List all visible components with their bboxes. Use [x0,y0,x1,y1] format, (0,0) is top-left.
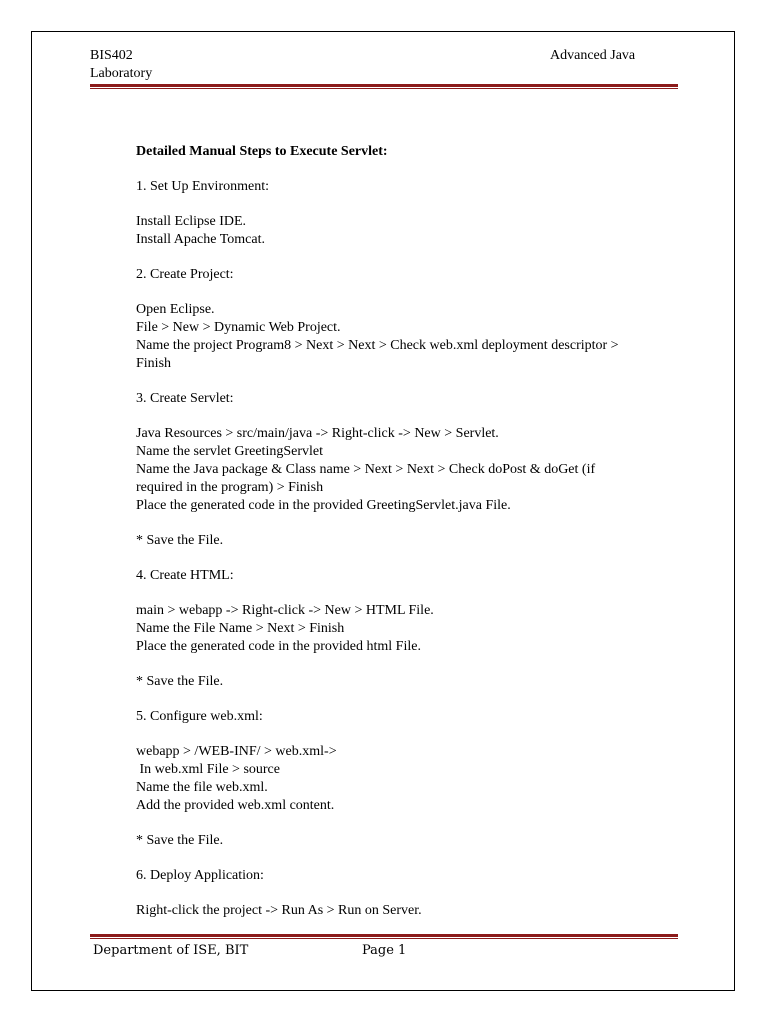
section-heading: 4. Create HTML: [136,568,234,583]
subject-title: Advanced Java [550,48,636,63]
section-heading: 6. Deploy Application: [136,868,264,883]
text-line: Add the provided web.xml content. [136,798,335,813]
text-line: Name the File Name > Next > Finish [136,621,345,636]
footer-page-number: Page 1 [362,943,407,958]
text-line: main > webapp -> Right-click -> New > HTML File. [136,603,434,618]
text-line: Name the project Program8 > Next > Next > Check web.xml deployment descriptor > [136,338,619,353]
text-line: Java Resources > src/main/java -> Right-click -> New > Servlet. [136,426,499,441]
footer-department: Department of ISE, BIT [93,943,249,958]
lab-label: Laboratory [90,66,153,81]
section-heading: 5. Configure web.xml: [136,709,263,724]
text-line: Place the generated code in the provided GreetingServlet.java File. [136,498,511,513]
header-left [90,47,152,83]
section-lines [136,743,676,815]
section-lines [136,425,676,515]
document-body [136,143,676,937]
section-lines [136,602,676,656]
section-heading: 1. Set Up Environment: [136,179,269,194]
save-note: * Save the File. [136,533,224,548]
course-code: BIS402 [90,48,133,63]
text-line: Name the Java package & Class name > Next > Next > Check doPost & doGet (if [136,462,596,477]
section-lines [136,902,676,920]
text-line: Right-click the project -> Run As > Run on Server. [136,903,422,918]
section-lines [136,213,676,249]
text-line: webapp > /WEB-INF/ > web.xml-> [136,744,337,759]
text-line: Name the file web.xml. [136,780,268,795]
text-line: Name the servlet GreetingServlet [136,444,323,459]
footer-rule [90,934,678,939]
text-line: Place the generated code in the provided html File. [136,639,421,654]
save-note: * Save the File. [136,833,224,848]
text-line: File > New > Dynamic Web Project. [136,320,341,335]
header-rule [90,84,678,89]
save-note: * Save the File. [136,674,224,689]
text-line: Install Apache Tomcat. [136,232,266,247]
text-line: Finish [136,356,172,371]
text-line: required in the program) > Finish [136,480,324,495]
section-lines [136,301,676,373]
text-line: Open Eclipse. [136,302,215,317]
section-heading: 2. Create Project: [136,267,234,282]
document-title: Detailed Manual Steps to Execute Servlet: [136,144,388,159]
section-heading: 3. Create Servlet: [136,391,234,406]
text-line: In web.xml File > source [136,762,280,777]
text-line: Install Eclipse IDE. [136,214,247,229]
